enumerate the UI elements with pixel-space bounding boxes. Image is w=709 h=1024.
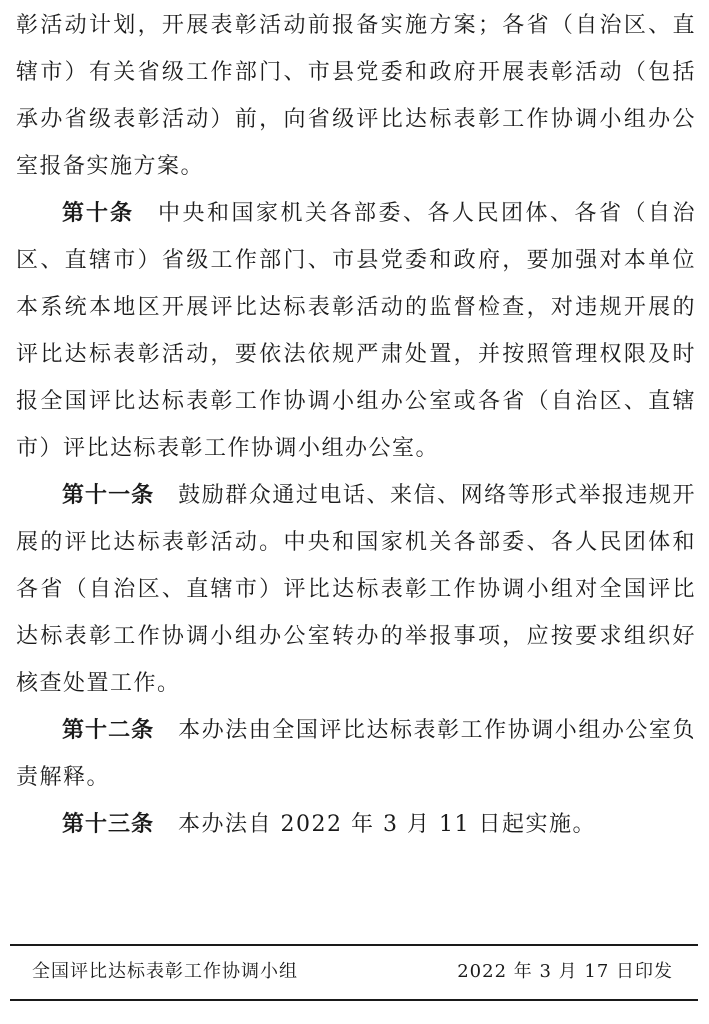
article-11 — [16, 472, 696, 707]
article-13-number: 第十三条 — [62, 812, 155, 837]
document-body — [16, 2, 696, 848]
footer-date: 2022 年 3 月 17 日印发 — [457, 961, 673, 982]
footer-issuer: 全国评比达标表彰工作协调小组 — [32, 961, 298, 982]
article-12-text: 本办法由全国评比达标表彰工作协调小组办公室负责解释。 — [16, 718, 696, 790]
article-11-number: 第十一条 — [62, 483, 155, 508]
article-12-number: 第十二条 — [62, 718, 155, 743]
continuation-paragraph: 彰活动计划，开展表彰活动前报备实施方案；各省（自治区、直辖市）有关省级工作部门、市县党委和政府开展表彰活动（包括承办省级表彰活动）前，向省级评比达标表彰工作协调小组办公室报备实施方案。 — [16, 13, 696, 179]
article-10-number: 第十条 — [62, 201, 134, 226]
footer-bottom-rule — [10, 999, 698, 1001]
article-12 — [16, 707, 696, 801]
article-13 — [16, 801, 696, 848]
footer-top-rule — [10, 944, 698, 946]
article-10 — [16, 190, 696, 472]
article-13-text: 本办法自 2022 年 3 月 11 日起实施。 — [178, 812, 596, 837]
article-11-text: 鼓励群众通过电话、来信、网络等形式举报违规开展的评比达标表彰活动。中央和国家机关各部委、各人民团体和各省（自治区、直辖市）评比达标表彰工作协调小组对全国评比达标表彰工作协调小组办公室转办的举报事项，应按要求组织好核查处置工作。 — [16, 483, 696, 696]
article-10-text: 中央和国家机关各部委、各人民团体、各省（自治区、直辖市）省级工作部门、市县党委和政府，要加强对本单位本系统本地区开展评比达标表彰活动的监督检查，对违规开展的评比达标表彰活动，要依法依规严肃处置，并按照管理权限及时报全国评比达标表彰工作协调小组办公室或各省（自治区、直辖市）评比达标表彰工作协调小组办公室。 — [16, 201, 696, 461]
